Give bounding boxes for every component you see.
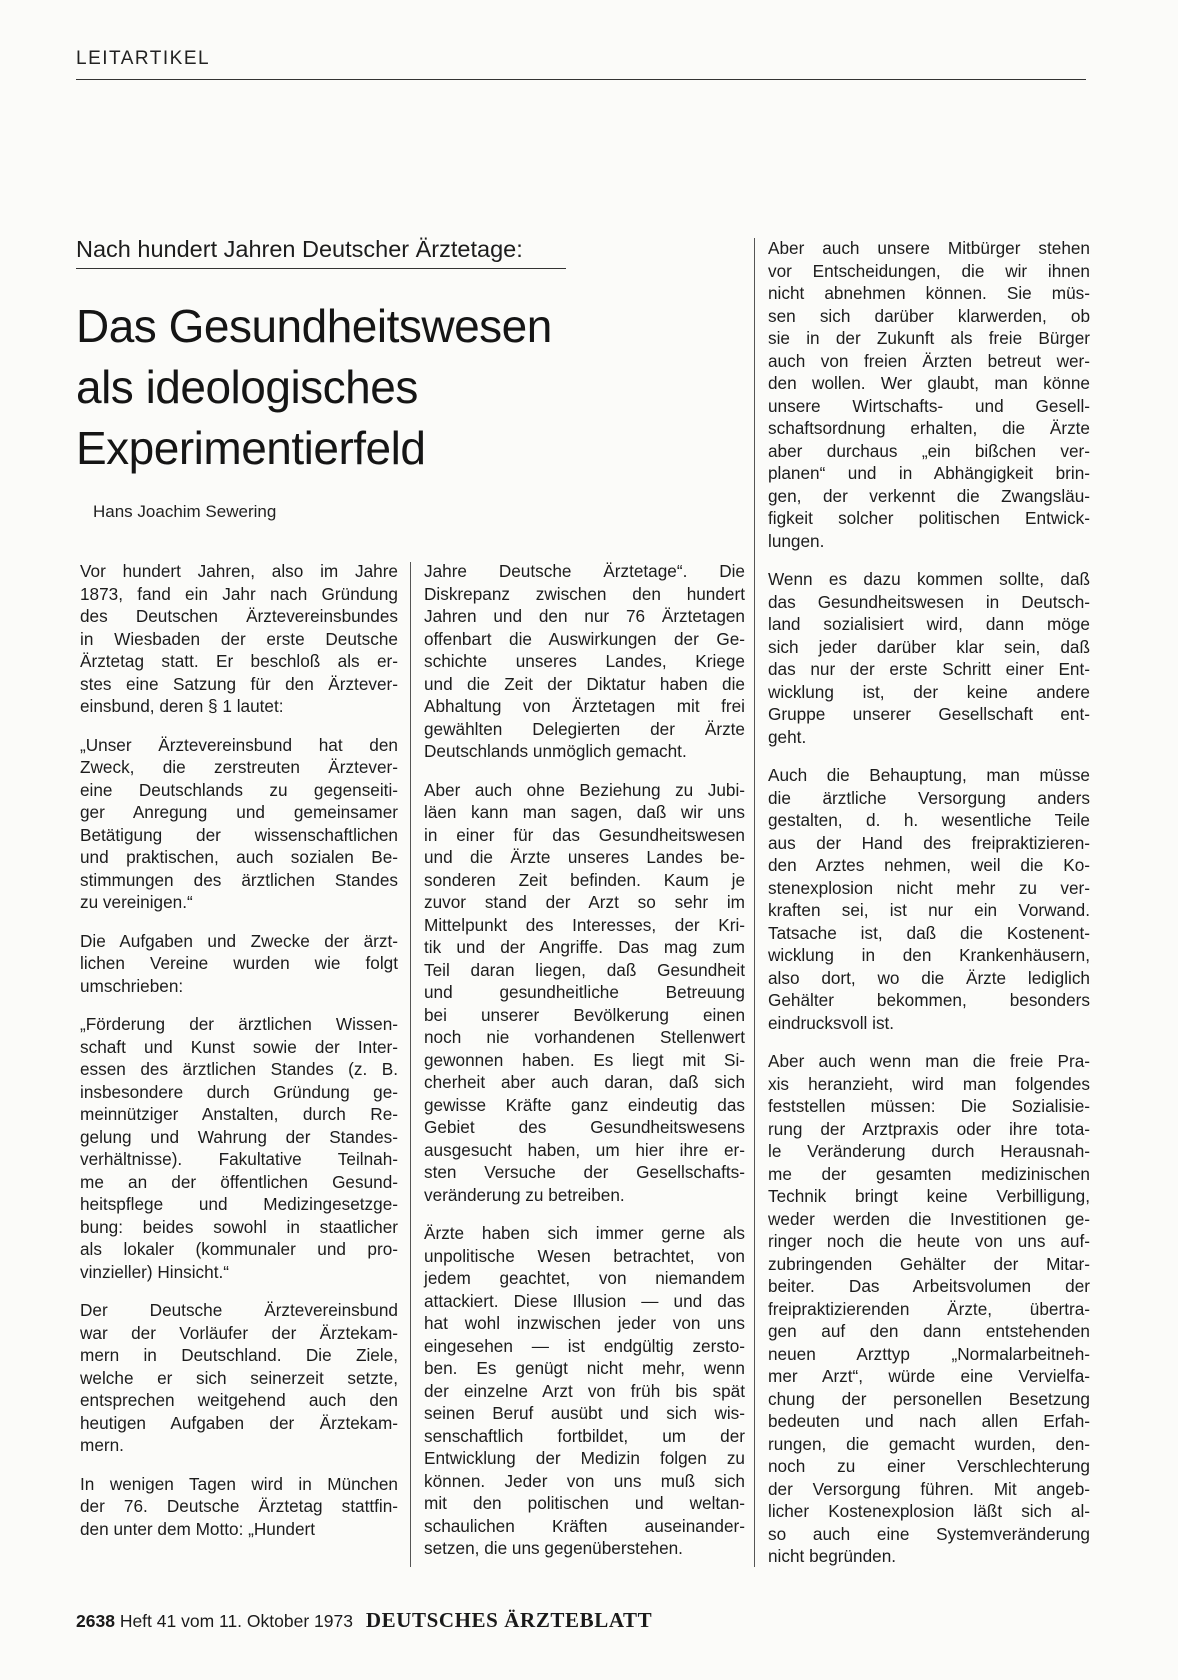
text-line: verhältnisse). Fakultative Teilnah- [80,1149,398,1169]
text-line: sich jeder darüber klar sein, daß [768,636,1090,657]
text-line: mer Arzt“, würde eine Vervielfa- [768,1366,1090,1386]
headline-line: als ideologisches [76,361,418,413]
text-line: gewählten Delegierten der Ärzte [424,718,745,739]
paragraph [80,1299,398,1457]
text-line: offenbart die Auswirkungen der Ge- [424,628,745,649]
text-line: mern. [80,1435,124,1455]
text-line: eine Deutschlands zu gegenseiti- [80,779,398,800]
text-line: gewonnen haben. Es liegt mit Si- [424,1049,745,1070]
text-line: Vor hundert Jahren, also im Jahre [80,561,398,581]
text-line: bung: beides sowohl in staatlicher [80,1216,398,1237]
text-line: die ärztliche Versorgung anders [768,787,1090,808]
text-line: „Unser Ärztevereinsbund hat den [80,734,398,755]
text-column-3 [768,237,1090,1584]
text-line: unpolitische Wesen betrachtet, von [424,1245,745,1266]
journal-name: DEUTSCHES ÄRZTEBLATT [365,1608,653,1632]
text-line: sten Versuche der Gesellschafts- [424,1162,745,1182]
paragraph [80,560,398,718]
text-line: welche er sich seinerzeit setzte, [80,1367,398,1388]
paragraph [424,779,745,1207]
article-headline [76,296,696,479]
text-line: nicht abnehmen können. Sie müs- [768,283,1090,303]
text-line: unsere Wirtschafts- und Gesell- [768,395,1090,416]
text-line: bedeuten und nach allen Erfah- [768,1411,1090,1431]
text-line: Ärzte haben sich immer gerne als [424,1223,745,1243]
article-author: Hans Joachim Sewering [93,502,277,521]
text-line: le Veränderung durch Herausnah- [768,1141,1090,1161]
text-line: und die Ärzte unseres Landes be- [424,847,745,867]
paragraph [80,1473,398,1541]
text-line: noch zu einer Verschlechterung [768,1456,1090,1476]
text-line: freipraktizierenden Ärzte, übertra- [768,1298,1090,1319]
text-line: den Arztes nehmen, weil die Ko- [768,855,1090,875]
section-label: LEITARTIKEL [76,48,211,69]
paragraph [80,930,398,998]
paragraph [80,734,398,914]
text-line: schaft und Kunst sowie der Inter- [80,1036,398,1057]
text-line: figkeit solcher politischen Entwick- [768,508,1090,528]
text-line: eingesehen — ist endgültig zersto- [424,1335,745,1356]
text-line: feststellen müssen: Die Sozialisie- [768,1096,1090,1116]
text-line: land sozialisiert wird, dann möge [768,614,1090,634]
text-line: meinnütziger Anstalten, durch Re- [80,1104,398,1124]
text-line: heitspflege und Medizingesetzge- [80,1194,398,1214]
text-line: geht. [768,726,807,747]
text-line: heutigen Aufgaben der Ärztekam- [80,1412,398,1433]
text-line: zu vereinigen.“ [80,892,193,912]
text-line: attackiert. Diese Illusion — und das [424,1290,745,1311]
text-line: den wollen. Wer glaubt, man könne [768,373,1090,393]
text-line: als lokaler (kommunaler und pro- [80,1239,398,1259]
page-number: 2638 [76,1611,115,1631]
text-line: Gruppe unserer Gesellschaft ent- [768,704,1090,724]
text-line: gelung und Wahrung der Standes- [80,1126,398,1147]
paragraph [768,1050,1090,1568]
column-divider [754,238,755,1567]
text-line: jedem geachtet, von niemandem [424,1268,745,1288]
text-line: stenexplosion nicht mehr zu ver- [768,877,1090,898]
paragraph [424,1222,745,1560]
text-line: In wenigen Tagen wird in München [80,1473,398,1494]
text-line: nicht begründen. [768,1546,897,1566]
text-line: Aber auch wenn man die freie Pra- [768,1051,1090,1071]
page-footer [76,1608,652,1633]
text-line: rungen, die gemacht wurden, den- [768,1433,1090,1454]
text-line: ringer noch die heute von uns auf- [768,1231,1090,1251]
text-line: bei unserer Bevölkerung einen [424,1004,745,1025]
text-line: veränderung zu betreiben. [424,1184,625,1205]
text-line: sie in der Zukunft als freie Bürger [768,328,1090,348]
text-line: Aber auch unsere Mitbürger stehen [768,238,1090,258]
text-line: stes eine Satzung für den Ärztever- [80,673,398,694]
text-line: auch von freien Ärzten betreut wer- [768,350,1090,371]
paragraph [424,560,745,763]
text-column-1 [80,560,398,1556]
text-line: beiter. Das Arbeitsvolumen der [768,1276,1090,1296]
text-line: essen des ärztlichen Standes (z. B. [80,1059,398,1079]
text-line: Auch die Behauptung, man müsse [768,765,1090,785]
text-line: und die Zeit der Diktatur haben die [424,673,745,694]
text-line: Diskrepanz zwischen den hundert [424,583,745,604]
text-line: lichen Vereine wurden wie folgt [80,953,398,973]
text-line: Der Deutsche Ärztevereinsbund [80,1300,398,1320]
kicker-rule [76,268,566,269]
text-line: me der gesamten medizinischen [768,1163,1090,1184]
text-line: den unter dem Motto: „Hundert [80,1518,316,1539]
text-line: Gehälter bekommen, besonders [768,990,1090,1010]
text-line: cherheit aber auch daran, daß sich [424,1072,745,1092]
text-line: Wenn es dazu kommen sollte, daß [768,569,1090,589]
text-line: mit den politischen und weltan- [424,1493,745,1513]
header-rule [76,79,1086,80]
text-line: in einer für das Gesundheitswesen [424,824,745,845]
text-line: Betätigung der wissenschaftlichen [80,824,398,845]
text-line: Tatsache ist, daß die Kostenent- [768,922,1090,943]
text-line: aber durchaus „ein bißchen ver- [768,440,1090,461]
text-line: ausgesucht haben, um hier ihre er- [424,1139,745,1160]
text-line: stimmungen des ärztlichen Standes [80,869,398,890]
text-line: entsprechen weitgehend auch den [80,1390,398,1410]
text-line: hat wohl inzwischen jeder von uns [424,1313,745,1333]
text-line: der einzelne Arzt von früh bis spät [424,1380,745,1401]
text-line: so auch eine Systemveränderung [768,1523,1090,1544]
text-line: rung der Arztpraxis oder ihre tota- [768,1118,1090,1139]
text-line: das nur der erste Schritt einer Ent- [768,659,1090,679]
column-divider [410,562,411,1567]
text-line: Ärztetag statt. Er beschloß als er- [80,651,398,671]
issue-info: Heft 41 vom 11. Oktober 1973 [119,1611,353,1631]
text-line: vinzieller) Hinsicht.“ [80,1261,229,1282]
text-line: schichte unseres Landes, Kriege [424,651,745,671]
text-line: der 76. Deutsche Ärztetag stattfin- [80,1496,398,1516]
headline-line: Experimentierfeld [76,422,426,474]
text-line: schaftsordnung erhalten, die Ärzte [768,418,1090,438]
text-line: gen, der verkennt die Zwangsläu- [768,485,1090,506]
text-line: Abhaltung von Ärztetagen mit frei [424,696,745,716]
text-line: einsbund, deren § 1 lautet: [80,696,284,716]
text-line: noch nie vorhandenen Stellenwert [424,1027,745,1047]
text-line: Zweck, die zerstreuten Ärztever- [80,757,398,777]
text-line: „Förderung der ärztlichen Wissen- [80,1014,398,1034]
text-line: sonderen Zeit befinden. Kaum je [424,869,745,890]
text-line: Gebiet des Gesundheitswesens [424,1117,745,1137]
text-line: licher Kostenexplosion läßt sich al- [768,1501,1090,1521]
paragraph [768,764,1090,1034]
text-line: ben. Es genügt nicht mehr, wenn [424,1358,745,1378]
text-line: wicklung in den Krankenhäusern, [768,945,1090,965]
text-line: weder werden die Investitionen ge- [768,1208,1090,1229]
text-line: in Wiesbaden der erste Deutsche [80,628,398,649]
text-line: der Versorgung führen. Mit angeb- [768,1478,1090,1499]
text-line: tik und der Angriffe. Das mag zum [424,937,745,957]
text-line: Teil daran liegen, daß Gesundheit [424,959,745,980]
text-line: Aber auch ohne Beziehung zu Jubi- [424,779,745,800]
text-line: läen kann man sagen, daß wir uns [424,802,745,822]
text-line: mern in Deutschland. Die Ziele, [80,1345,398,1365]
text-line: neuen Arzttyp „Normalarbeitneh- [768,1343,1090,1364]
text-line: 1873, fand ein Jahr nach Gründung [80,583,398,604]
text-line: gen auf den dann entstehenden [768,1321,1090,1341]
headline-line: Das Gesundheitswesen [76,300,552,352]
text-line: schaulichen Kräften auseinander- [424,1515,745,1536]
text-line: und gesundheitliche Betreuung [424,982,745,1002]
text-line: also dort, wo die Ärzte lediglich [768,967,1090,988]
text-line: xis heranzieht, wird man folgendes [768,1073,1090,1094]
text-line: aus der Hand des freipraktizieren- [768,832,1090,853]
text-line: Technik bringt keine Verbilligung, [768,1186,1090,1206]
text-line: sen sich darüber klarwerden, ob [768,305,1090,326]
text-line: zubringenden Gehälter der Mitar- [768,1253,1090,1274]
paragraph [768,237,1090,552]
text-line: Entwicklung der Medizin folgen zu [424,1448,745,1468]
text-line: Deutschlands unmöglich gemacht. [424,741,687,761]
text-line: chung der personellen Besetzung [768,1388,1090,1409]
text-line: gewisse Kräfte ganz eindeutig das [424,1094,745,1115]
text-line: ger Anregung und gemeinsamer [80,802,398,822]
text-line: insbesondere durch Gründung ge- [80,1081,398,1102]
paragraph [768,568,1090,748]
text-line: me an der öffentlichen Gesund- [80,1171,398,1192]
text-line: kraften sei, ist nur ein Vorwand. [768,900,1090,920]
text-line: Die Aufgaben und Zwecke der ärzt- [80,930,398,951]
text-line: war der Vorläufer der Ärztekam- [80,1322,398,1343]
text-line: seinen Beruf ausübt und sich wis- [424,1403,745,1423]
text-line: umschrieben: [80,975,184,996]
text-line: Jahre Deutsche Ärztetage“. Die [424,561,745,581]
text-line: und praktischen, auch sozialen Be- [80,847,398,867]
text-column-2 [424,560,745,1576]
text-line: Mittelpunkt des Interesses, der Kri- [424,914,745,935]
text-line: senschaftlich fortbildet, um der [424,1425,745,1446]
text-line: das Gesundheitswesen in Deutsch- [768,591,1090,612]
text-line: zuvor stand der Arzt so sehr im [424,892,745,912]
text-line: des Deutschen Ärztevereinsbundes [80,606,398,626]
text-line: wicklung ist, der keine andere [768,681,1090,702]
text-line: lungen. [768,530,825,551]
text-line: setzen, die uns gegenüberstehen. [424,1538,683,1558]
text-line: können. Jeder von uns muß sich [424,1470,745,1491]
text-line: Jahren und den nur 76 Ärztetagen [424,606,745,626]
text-line: gestalten, d. h. wesentliche Teile [768,810,1090,830]
text-line: eindrucksvoll ist. [768,1012,895,1033]
text-line: planen“ und in Abhängigkeit brin- [768,463,1090,483]
text-line: vor Entscheidungen, die wir ihnen [768,260,1090,281]
paragraph [80,1013,398,1283]
article-kicker: Nach hundert Jahren Deutscher Ärztetage: [76,236,523,262]
